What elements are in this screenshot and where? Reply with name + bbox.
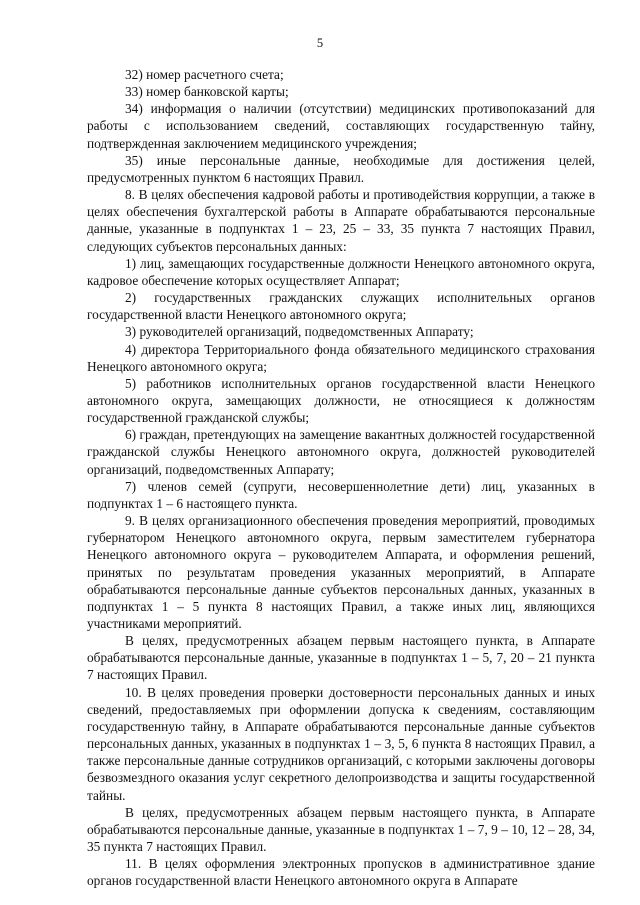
- list-item-32: 32) номер расчетного счета;: [125, 67, 284, 82]
- list-item-35: 35) иные персональные данные, необходимые для достижения целей, предусмотренных пунктом 6 настоящих Правил.: [87, 152, 595, 185]
- clause-11: 11. В целях оформления электронных пропусков в административное здание органов государственной власти Ненецкого автономного округа в Аппарате: [87, 856, 595, 889]
- clause-8-item-5: 5) работников исполнительных органов государственной власти Ненецкого автономного округа, замещающих должности, не относящиеся к должностям государственной гражданской службы;: [87, 375, 595, 426]
- list-item-33: 33) номер банковской карты;: [125, 84, 289, 100]
- clause-8-item-4: 4) директора Территориального фонда обязательного медицинского страхования Ненецкого автономного округа;: [87, 341, 595, 374]
- document-body: [87, 66, 595, 890]
- clause-9-paragraph-2: В целях, предусмотренных абзацем первым настоящего пункта, в Аппарате обрабатываются персональные данные, указанные в подпунктах 1 – 5, 7, 20 – 21 пункта 7 настоящих Правил.: [87, 633, 595, 683]
- clause-10-paragraph-2: В целях, предусмотренных абзацем первым настоящего пункта, в Аппарате обрабатываются персональные данные, указанные в подпунктах 1 – 7, 9 – 10, 12 – 28, 34, 35 пункта 7 настоящих Правил.: [87, 804, 595, 855]
- page-number: 5: [316, 36, 324, 50]
- clause-10: 10. В целях проведения проверки достоверности персональных данных и иных сведений, предоставляемых при оформлении допуска к сведениям, составляющим государственную тайну, в Аппарате обрабатываются персональные данные субъектов персональных данных, указанных в подпунктах 1 – 3, 5, 6 пункта 8 настоящих Правил, а также персональные данные сотрудников организаций, с которыми заключены договоры безвозмездного оказания услуг секретного делопроизводства и защиты государственной тайны.: [87, 684, 595, 803]
- clause-8-item-6: 6) граждан, претендующих на замещение вакантных должностей государственной гражданской службы Ненецкого автономного округа, должностей руководителей организаций, подведомственных Аппарату;: [87, 427, 595, 477]
- clause-8: 8. В целях обеспечения кадровой работы и противодействия коррупции, а также в целях обеспечения бухгалтерской работы в Аппарате обрабатываются персональные данные, указанные в подпунктах 1 – 23, 25 – 33, 35 пункта 7 настоящих Правил, следующих субъектов персональных данных:: [87, 187, 595, 254]
- list-item-34: 34) информация о наличии (отсутствии) медицинских противопоказаний для работы с использованием сведений, составляющих государственную тайну, подтвержденная заключением медицинского учреждения;: [87, 101, 595, 151]
- clause-8-item-7: 7) членов семей (супруги, несовершеннолетние дети) лиц, указанных в подпунктах 1 – 6 настоящего пункта.: [87, 478, 595, 511]
- clause-8-item-1: 1) лиц, замещающих государственные должности Ненецкого автономного округа, кадровое обеспечение которых осуществляет Аппарат;: [87, 255, 595, 288]
- clause-9: 9. В целях организационного обеспечения проведения мероприятий, проводимых губернатором Ненецкого автономного округа, первым заместителем губернатора Ненецкого автономного округа – руководителем Аппарата, и оформления решений, принятых по результатам проведения указанных мероприятий, в Аппарате обрабатываются персональные данные субъектов персональных данных, указанных в подпунктах 1 – 5 пункта 8 настоящих Правил, а также иных лиц, являющихся участниками мероприятий.: [87, 513, 595, 631]
- clause-8-item-3: 3) руководителей организаций, подведомственных Аппарату;: [125, 324, 474, 340]
- clause-8-item-2: 2) государственных гражданских служащих исполнительных органов государственной власти Ненецкого автономного округа;: [87, 290, 595, 323]
